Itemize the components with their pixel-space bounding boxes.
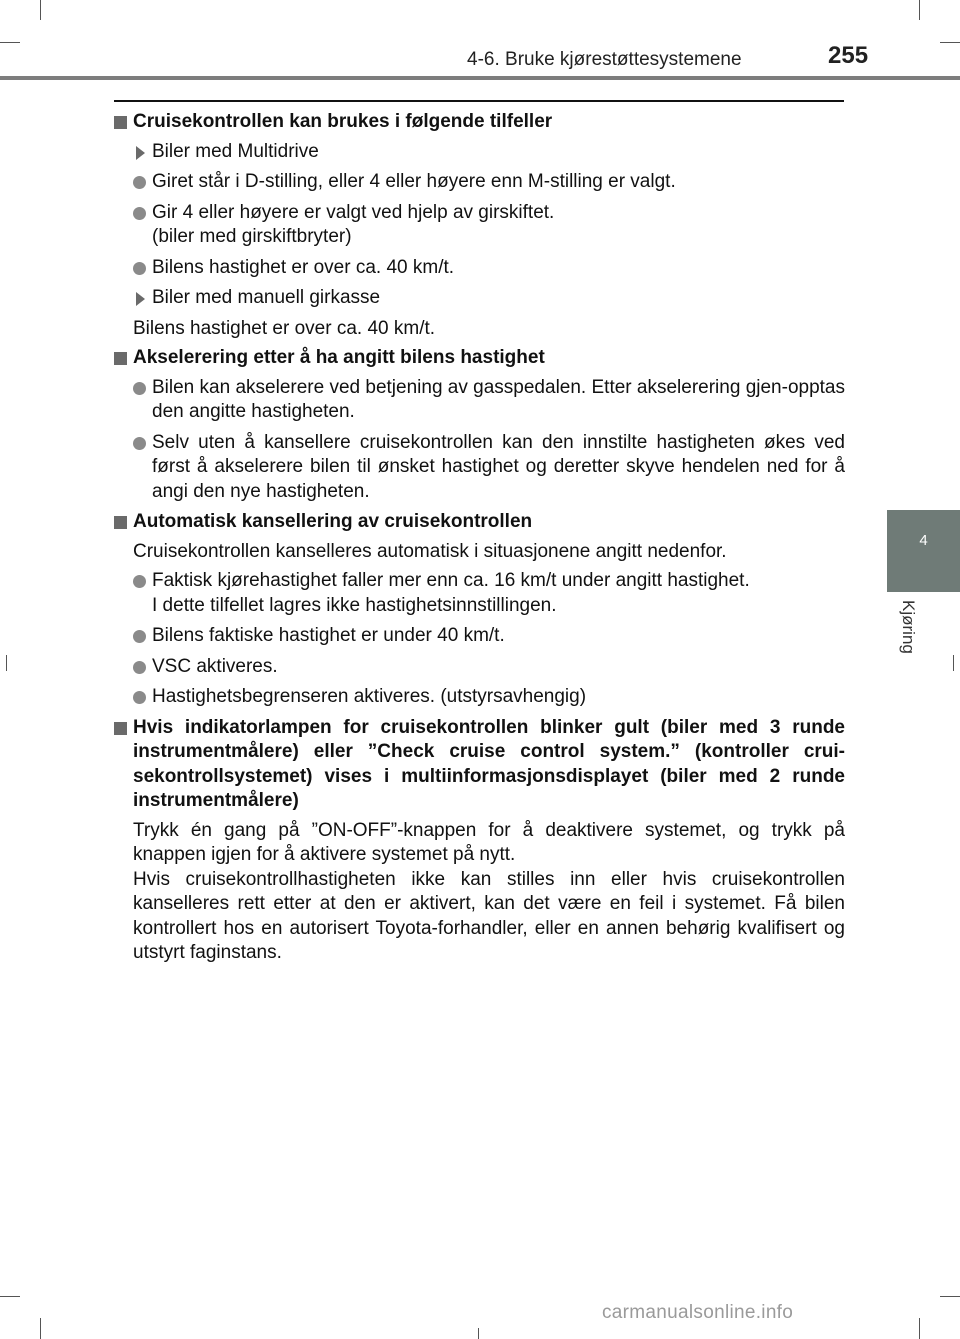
circle-bullet-icon	[133, 382, 146, 395]
section-heading: Akselerering etter å ha angitt bilens hastighet	[114, 346, 845, 371]
bullet-item: Gir 4 eller høyere er valgt ved hjelp av girskiftet. (biler med girskiftbryter)	[114, 201, 845, 250]
bullet-item: VSC aktiveres.	[114, 655, 845, 680]
running-header: 4-6. Bruke kjørestøttesystemene	[467, 49, 742, 70]
crop-mark	[940, 1296, 960, 1297]
square-bullet-icon	[114, 116, 127, 129]
section-heading: Hvis indikatorlampen for cruisekontrollen blinker gult (biler med 3 runde instrumentmålere) eller ”Check cruise control system.” (kontroller crui-sekontrollsystemet) vises i multiinformasjonsdisplayet (biler med 2 runde instrumentmålere)	[114, 716, 845, 814]
page-number: 255	[828, 42, 869, 69]
circle-bullet-icon	[133, 207, 146, 220]
bullet-item: Bilens hastighet er over ca. 40 km/t.	[114, 256, 845, 281]
circle-bullet-icon	[133, 575, 146, 588]
crop-mark	[0, 1296, 20, 1297]
crop-mark	[940, 42, 960, 43]
paragraph: Trykk én gang på ”ON-OFF”-knappen for å deaktivere systemet, og trykk på knappen igjen for å aktivere systemet på nytt.	[133, 819, 845, 865]
circle-bullet-icon	[133, 437, 146, 450]
paragraph: Bilens hastighet er over ca. 40 km/t.	[133, 317, 436, 339]
circle-bullet-icon	[133, 176, 146, 189]
watermark: carmanualsonline.info	[602, 1302, 794, 1323]
content-top-rule	[114, 100, 844, 102]
circle-bullet-icon	[133, 630, 146, 643]
arrow-right-icon	[136, 146, 145, 160]
crop-mark	[478, 1328, 479, 1339]
bullet-item: Giret står i D-stilling, eller 4 eller høyere enn M-stilling er valgt.	[114, 170, 845, 195]
circle-bullet-icon	[133, 661, 146, 674]
paragraph: Cruisekontrollen kanselleres automatisk i situasjonene angitt nedenfor.	[133, 540, 727, 562]
crop-mark	[919, 0, 920, 20]
square-bullet-icon	[114, 722, 127, 735]
header-rule	[0, 76, 960, 80]
bullet-item: Faktisk kjørehastighet faller mer enn ca. 16 km/t under angitt hastighet. I dette tilfellet lagres ikke hastighetsinnstillingen.	[114, 569, 845, 618]
crop-mark	[6, 655, 7, 671]
chapter-tab-rule	[887, 588, 960, 592]
bullet-item: Selv uten å kansellere cruisekontrollen kan den innstilte hastigheten økes ved først å akselerere bilen til ønsket hastighet og deretter skyve hendelen ned for å angi den nye hastigheten.	[114, 431, 845, 505]
page-content	[114, 110, 845, 971]
section-heading: Cruisekontrollen kan brukes i følgende tilfeller	[114, 110, 845, 135]
square-bullet-icon	[114, 516, 127, 529]
chapter-number: 4	[919, 532, 928, 549]
circle-bullet-icon	[133, 691, 146, 704]
crop-mark	[40, 1318, 41, 1339]
bullet-item: Bilen kan akselerere ved betjening av gasspedalen. Etter akselerering gjen-opptas den angitte hastigheten.	[114, 376, 845, 425]
arrow-right-icon	[136, 292, 145, 306]
crop-mark	[953, 655, 954, 671]
bullet-item: Hastighetsbegrenseren aktiveres. (utstyrsavhengig)	[114, 685, 845, 710]
circle-bullet-icon	[133, 262, 146, 275]
chapter-tab	[887, 510, 960, 588]
arrow-item: Biler med manuell girkasse	[114, 286, 845, 311]
square-bullet-icon	[114, 352, 127, 365]
bullet-item: Bilens faktiske hastighet er under 40 km/t.	[114, 624, 845, 649]
crop-mark	[0, 42, 20, 43]
crop-mark	[40, 0, 41, 20]
arrow-item: Biler med Multidrive	[114, 140, 845, 165]
crop-mark	[919, 1318, 920, 1339]
section-heading: Automatisk kansellering av cruisekontrollen	[114, 510, 845, 535]
chapter-label-wrap	[896, 600, 926, 670]
paragraph: Hvis cruisekontrollhastigheten ikke kan stilles inn eller hvis cruisekontrollen kanselleres rett etter at den er aktivert, kan det være en feil i systemet. Få bilen kontrollert hos en autorisert Toyota-forhandler, eller en annen behørig kvalifisert og utstyrt faginstans.	[133, 868, 845, 963]
chapter-label: Kjøring	[899, 600, 918, 654]
